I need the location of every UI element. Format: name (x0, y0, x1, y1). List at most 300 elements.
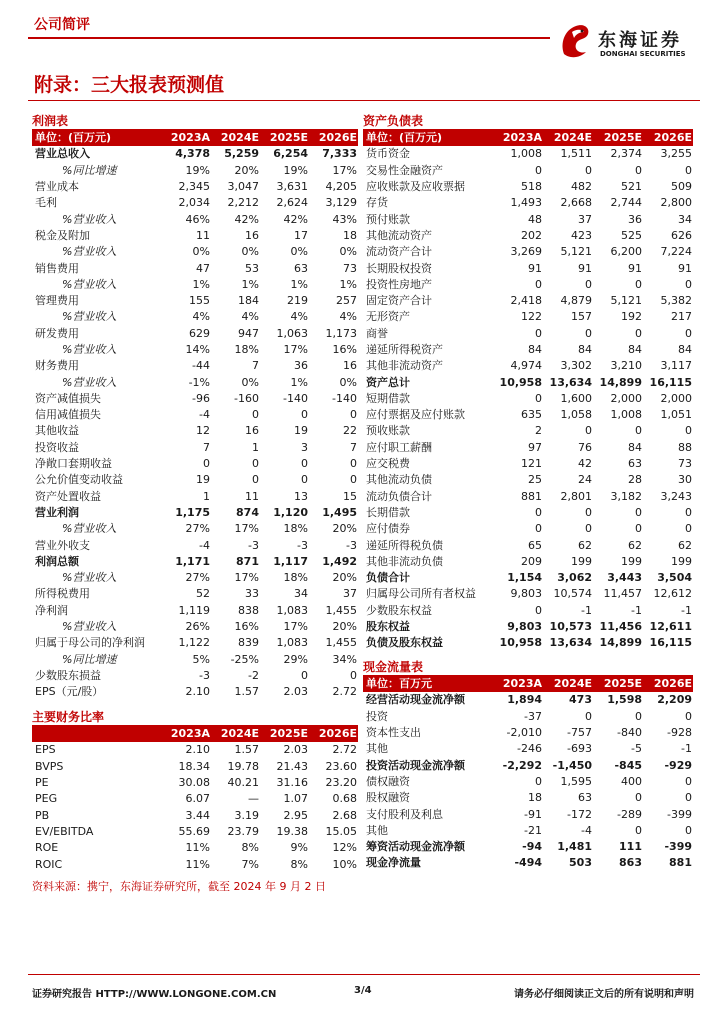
income-row-value: 1.57 (234, 685, 259, 699)
cashflow-row-label: 投资活动现金流净额 (366, 758, 465, 772)
balance-row-value: 16,115 (649, 636, 692, 650)
balance-row-value: 0 (585, 277, 592, 291)
ratios-row-value: 2.03 (283, 743, 308, 757)
balance-row (363, 195, 693, 211)
income-row-value: 47 (196, 261, 210, 275)
ratios-row-value: 11% (185, 841, 210, 855)
income-row-value: 155 (189, 294, 210, 308)
cashflow-row-value: -840 (617, 726, 642, 740)
cashflow-row-label: 筹资活动现金流净额 (366, 840, 465, 854)
ratios-row (32, 759, 358, 775)
balance-row (363, 570, 693, 586)
income-row-value: 17% (283, 343, 308, 356)
income-row-value: 838 (238, 603, 259, 617)
income-row-value: 7,333 (322, 147, 357, 161)
balance-row-value: 28 (628, 473, 642, 487)
ratios-row-value: 21.43 (276, 759, 308, 773)
income-row-value: 0 (301, 457, 308, 471)
balance-row-value: 84 (578, 343, 592, 356)
income-row-value: 20% (332, 620, 357, 634)
balance-row-value: 0 (635, 326, 642, 340)
ratios-table (32, 726, 358, 873)
cashflow-row (363, 692, 693, 708)
balance-row-label: 固定资产合计 (366, 294, 432, 308)
ratios-row (32, 775, 358, 791)
balance-row-value: 199 (571, 554, 592, 568)
balance-row-value: 881 (521, 489, 542, 503)
income-row-value: -3 (199, 668, 210, 682)
ratios-row-label: EV/EBITDA (35, 824, 94, 838)
balance-row (363, 163, 693, 179)
balance-row-value: 84 (678, 343, 692, 356)
income-row-value: 16 (245, 228, 259, 242)
balance-row-label: 存货 (366, 196, 388, 210)
balance-row (363, 358, 693, 374)
balance-row-value: 0 (535, 505, 542, 519)
income-row-label: 归属于母公司的净利润 (35, 636, 145, 650)
cashflow-header-cell: 2023A (493, 676, 543, 692)
cashflow-header-cell: 2026E (643, 676, 693, 692)
income-row-value: 4,205 (325, 180, 357, 194)
ratios-row-value: 18.34 (178, 759, 210, 773)
balance-row-value: 4,879 (560, 294, 592, 308)
cashflow-row-value: -2,292 (502, 758, 542, 772)
income-row (32, 505, 358, 521)
income-row-value: 5,259 (224, 147, 259, 161)
balance-row-value: 14,899 (599, 375, 642, 389)
cashflow-header-cell: 单位：百万元 (363, 676, 493, 692)
cashflow-row (363, 709, 693, 725)
balance-row-value: 3,269 (510, 245, 542, 259)
income-row-value: 2.03 (283, 685, 308, 699)
cashflow-row (363, 855, 693, 871)
income-row-label: 利润总额 (35, 554, 79, 568)
ratios-row-value: 40.21 (227, 776, 259, 790)
income-row-value: 19 (294, 424, 308, 438)
income-row-label: 毛利 (35, 196, 57, 210)
income-row (32, 244, 358, 260)
ratios-row (32, 791, 358, 807)
income-row-value: 0 (252, 473, 259, 487)
income-row-value: 0 (350, 408, 357, 422)
ratios-row-value: — (248, 792, 259, 806)
income-row-value: 34 (294, 587, 308, 601)
income-row-value: 1% (290, 375, 308, 389)
income-row-value: -1% (188, 375, 210, 389)
income-row-value: 27% (185, 522, 210, 536)
income-row-value: 17% (234, 522, 259, 536)
ratios-header-cell: 2024E (211, 726, 260, 742)
income-row-value: 1,173 (325, 326, 357, 340)
cashflow-row-value: 503 (569, 856, 592, 870)
balance-row-value: 209 (521, 554, 542, 568)
income-row-value: 0% (290, 245, 308, 259)
cashflow-row (363, 839, 693, 855)
income-row-value: 29% (283, 652, 308, 666)
income-row-label: %同比增速 (62, 652, 117, 666)
balance-row-value: 10,573 (549, 620, 592, 634)
cashflow-row-value: -2,010 (506, 726, 542, 740)
income-row-value: -160 (234, 391, 259, 405)
balance-row-value: 2,801 (560, 489, 592, 503)
income-row-label: 资产减值损失 (35, 391, 101, 405)
balance-row-value: 16,115 (649, 375, 692, 389)
balance-row-label: 负债合计 (366, 571, 410, 585)
balance-row-value: 0 (535, 163, 542, 177)
balance-row-value: 0 (535, 522, 542, 536)
balance-row-value: 635 (521, 408, 542, 422)
cashflow-row-value: 0 (685, 791, 692, 805)
income-row (32, 684, 358, 700)
income-row-label: 公允价值变动收益 (35, 473, 123, 487)
balance-row-value: 423 (571, 228, 592, 242)
ratios-row-value: 12% (332, 841, 357, 855)
ratios-row-value: 2.68 (332, 808, 357, 822)
ratios-header-cell: 2023A (162, 726, 211, 742)
balance-row-value: 5,121 (560, 245, 592, 259)
balance-row-value: 0 (535, 277, 542, 291)
balance-row (363, 586, 693, 602)
balance-row-label: 少数股东权益 (366, 603, 432, 617)
income-row-value: 73 (343, 261, 357, 275)
balance-row (363, 489, 693, 505)
income-row-label: 净敞口套期收益 (35, 457, 112, 471)
income-row-value: 16% (234, 620, 259, 634)
balance-row-value: 0 (635, 163, 642, 177)
income-row-value: 4% (241, 310, 259, 324)
income-row-value: 36 (294, 359, 308, 373)
cashflow-header-cell: 2024E (543, 676, 593, 692)
income-row (32, 228, 358, 244)
cashflow-row-value: 863 (619, 856, 642, 870)
income-row-value: 16% (332, 343, 357, 356)
income-row-label: 税金及附加 (35, 228, 90, 242)
balance-row-label: 归属母公司所有者权益 (366, 587, 476, 601)
income-row (32, 570, 358, 586)
balance-row-value: 0 (685, 326, 692, 340)
ratios-row (32, 742, 358, 758)
balance-row (363, 537, 693, 553)
balance-sheet-title: 资产负债表 (363, 112, 693, 130)
balance-row-label: 长期借款 (366, 505, 410, 519)
cashflow-row (363, 741, 693, 757)
income-row-value: 17% (283, 620, 308, 634)
balance-row (363, 293, 693, 309)
balance-row-value: 122 (521, 310, 542, 324)
income-statement-title: 利润表 (32, 112, 358, 130)
income-row-value: 1,171 (175, 554, 210, 568)
ratios-header-cell (32, 726, 162, 742)
cashflow-row (363, 774, 693, 790)
balance-row-value: 0 (635, 505, 642, 519)
balance-row-value: 3,117 (660, 359, 692, 373)
income-row-value: -96 (192, 391, 210, 405)
income-row-value: 0 (350, 457, 357, 471)
income-row-value: 0% (241, 375, 259, 389)
title-divider (28, 100, 700, 101)
cashflow-row-value: 2,209 (657, 693, 692, 707)
income-row (32, 554, 358, 570)
balance-header-cell: 2026E (643, 130, 693, 146)
balance-row-value: -1 (681, 603, 692, 617)
cashflow-row-value: 0 (635, 791, 642, 805)
balance-row-value: 91 (528, 261, 542, 275)
income-row-value: 14% (185, 343, 210, 356)
income-row (32, 179, 358, 195)
cashflow-row-value: -91 (524, 807, 542, 821)
income-row-label: %营业收入 (62, 375, 117, 389)
income-row-value: 0 (301, 408, 308, 422)
balance-row (363, 391, 693, 407)
balance-row-value: 192 (621, 310, 642, 324)
ratios-row-label: ROIC (35, 857, 63, 871)
ratios-row (32, 840, 358, 856)
income-row (32, 586, 358, 602)
ratios-row-value: 55.69 (178, 824, 210, 838)
income-row-value: 1,492 (322, 554, 357, 568)
income-row (32, 603, 358, 619)
income-row-value: -44 (192, 359, 210, 373)
balance-row-value: 84 (628, 343, 642, 356)
balance-row-value: 76 (578, 440, 592, 454)
dragon-logo-icon (558, 20, 594, 60)
income-row-value: 2,345 (178, 180, 210, 194)
income-row-label: %营业收入 (62, 343, 117, 356)
balance-row-value: -1 (631, 603, 642, 617)
income-row-value: 0 (301, 473, 308, 487)
ratios-row-value: 31.16 (276, 776, 308, 790)
income-row-value: 1,117 (273, 554, 308, 568)
balance-row-value: 62 (628, 538, 642, 552)
income-row-label: 其他收益 (35, 424, 79, 438)
balance-row-value: 2,000 (660, 391, 692, 405)
balance-row-value: 0 (635, 277, 642, 291)
income-row-label: 财务费用 (35, 359, 79, 373)
income-row-value: 17 (294, 228, 308, 242)
income-row (32, 309, 358, 325)
page-title: 附录：三大报表预测值 (34, 74, 225, 96)
income-row-label: 研发费用 (35, 326, 79, 340)
income-row-value: 17% (234, 571, 259, 585)
income-row-value: -25% (230, 652, 259, 666)
income-row-value: 0 (252, 408, 259, 422)
income-row-value: 3,047 (227, 180, 259, 194)
income-row-value: 33 (245, 587, 259, 601)
income-row-value: 4,378 (175, 147, 210, 161)
income-row-label: 少数股东损益 (35, 668, 101, 682)
income-row (32, 277, 358, 293)
income-row-value: 1,455 (325, 636, 357, 650)
cashflow-header-row (363, 676, 693, 692)
income-row (32, 163, 358, 179)
balance-row (363, 326, 693, 342)
balance-row-value: 3,255 (660, 147, 692, 161)
ratios-row-value: 8% (290, 857, 308, 871)
ratios-row-value: 10% (332, 857, 357, 871)
cashflow-row-label: 经营活动现金流净额 (366, 693, 465, 707)
income-row-value: 4% (290, 310, 308, 324)
income-row-value: 16 (343, 359, 357, 373)
income-row-value: 15 (343, 489, 357, 503)
balance-row-value: 1,051 (660, 408, 692, 422)
cashflow-row-label: 支付股利及利息 (366, 807, 443, 821)
income-row-value: 1% (241, 277, 259, 291)
balance-row-value: 2,374 (610, 147, 642, 161)
balance-row-value: 199 (621, 554, 642, 568)
cashflow-row-value: -37 (524, 709, 542, 723)
income-row (32, 374, 358, 390)
income-row (32, 358, 358, 374)
income-row-value: -3 (248, 538, 259, 552)
balance-row-value: 7,224 (660, 245, 692, 259)
ratios-row-value: 3.19 (234, 808, 259, 822)
cashflow-row-label: 股权融资 (366, 791, 410, 805)
balance-row-value: 65 (528, 538, 542, 552)
balance-row-value: 121 (521, 457, 542, 471)
cashflow-row-value: 473 (569, 693, 592, 707)
cashflow-row-value: 18 (528, 791, 542, 805)
income-row-label: 所得税费用 (35, 587, 90, 601)
income-row-value: 19% (185, 163, 210, 177)
balance-row-value: 5,121 (610, 294, 642, 308)
cashflow-row-value: -928 (667, 726, 692, 740)
income-row-value: 3 (301, 440, 308, 454)
balance-row (363, 211, 693, 227)
income-row-value: 18% (234, 343, 259, 356)
balance-row-label: 交易性金融资产 (366, 163, 443, 177)
cashflow-row-label: 其他 (366, 742, 388, 756)
income-row-value: 219 (287, 294, 308, 308)
income-row-value: 5% (192, 652, 210, 666)
cashflow-row-value: 0 (585, 709, 592, 723)
cashflow-row-value: 1,595 (560, 774, 592, 788)
balance-row-value: 91 (578, 261, 592, 275)
balance-row (363, 456, 693, 472)
balance-row-label: 资产总计 (366, 375, 410, 389)
balance-row-value: 199 (671, 554, 692, 568)
income-row-value: 871 (236, 554, 259, 568)
ratios-row-value: 2.72 (332, 743, 357, 757)
cashflow-row-value: 0 (685, 774, 692, 788)
income-row-value: 2,624 (276, 196, 308, 210)
income-row-label: 营业外收支 (35, 538, 90, 552)
cashflow-row-value: 881 (669, 856, 692, 870)
balance-row-label: 其他非流动负债 (366, 554, 443, 568)
balance-row-value: 91 (628, 261, 642, 275)
balance-row-label: 应付票据及应付账款 (366, 408, 465, 422)
balance-row-value: 1,600 (560, 391, 592, 405)
income-row-label: %同比增速 (62, 163, 117, 177)
balance-row-value: 3,210 (610, 359, 642, 373)
balance-row-label: 应收账款及应收票据 (366, 180, 465, 194)
income-header-cell: 2024E (211, 130, 260, 146)
income-row-value: 42% (283, 212, 308, 226)
ratios-title: 主要财务比率 (32, 708, 358, 726)
balance-row-value: 12,611 (649, 620, 692, 634)
income-row (32, 537, 358, 553)
balance-row-value: 13,634 (549, 636, 592, 650)
balance-row-label: 递延所得税资产 (366, 343, 443, 356)
cashflow-block (363, 658, 693, 872)
income-row-label: %营业收入 (62, 522, 117, 536)
income-row-value: 26% (185, 620, 210, 634)
balance-row-label: 负债及股东权益 (366, 636, 443, 650)
ratios-row (32, 856, 358, 872)
balance-row-label: 投资性房地产 (366, 277, 432, 291)
ratios-row-value: 19.38 (276, 824, 308, 838)
balance-row (363, 179, 693, 195)
balance-row-label: 短期借款 (366, 391, 410, 405)
income-row-value: 43% (332, 212, 357, 226)
income-row-label: 销售费用 (35, 261, 79, 275)
balance-row-value: 3,504 (657, 571, 692, 585)
ratios-row-value: 23.20 (325, 776, 357, 790)
ratios-row-value: 23.79 (227, 824, 259, 838)
income-row-value: 3,631 (276, 180, 308, 194)
balance-row (363, 342, 693, 358)
income-row-label: 净利润 (35, 603, 68, 617)
ratios-row-value: 11% (185, 857, 210, 871)
ratios-row-value: 7% (241, 857, 259, 871)
income-row-value: 37 (343, 587, 357, 601)
income-header-cell: 2026E (309, 130, 358, 146)
cashflow-row-value: 0 (635, 823, 642, 837)
balance-row-value: 84 (628, 440, 642, 454)
income-row-value: 2.10 (185, 685, 210, 699)
ratios-row-value: 1.07 (283, 792, 308, 806)
ratios-row-value: 19.78 (227, 759, 259, 773)
income-row-value: 7 (350, 440, 357, 454)
balance-row-value: 0 (535, 391, 542, 405)
balance-row-label: 流动负债合计 (366, 489, 432, 503)
income-row-value: 2,034 (178, 196, 210, 210)
income-row-label: 资产处置收益 (35, 489, 101, 503)
cashflow-row-value: -5 (631, 742, 642, 756)
ratios-row-label: PE (35, 776, 49, 790)
income-row-label: 营业成本 (35, 180, 79, 194)
income-row-value: 18 (343, 228, 357, 242)
cashflow-table (363, 676, 693, 872)
balance-row-value: 202 (521, 228, 542, 242)
balance-row-value: 62 (678, 538, 692, 552)
balance-row (363, 619, 693, 635)
income-row-value: -3 (346, 538, 357, 552)
balance-row-value: 73 (678, 457, 692, 471)
income-row-value: 1% (290, 277, 308, 291)
balance-row (363, 423, 693, 439)
ratios-row-value: 30.08 (178, 776, 210, 790)
balance-row-label: 应交税费 (366, 457, 410, 471)
income-row-value: 1 (252, 440, 259, 454)
income-row-value: 184 (238, 294, 259, 308)
cashflow-row-value: -289 (617, 807, 642, 821)
balance-row (363, 440, 693, 456)
income-row-value: 0 (350, 668, 357, 682)
balance-row (363, 505, 693, 521)
balance-row-value: 0 (585, 522, 592, 536)
income-row (32, 211, 358, 227)
ratios-row-label: ROE (35, 841, 59, 855)
cashflow-row-value: -1 (681, 742, 692, 756)
cashflow-row-value: -1,450 (552, 758, 592, 772)
income-row (32, 146, 358, 162)
income-row-value: -2 (248, 668, 259, 682)
income-row-value: 6,254 (273, 147, 308, 161)
ratios-header-row (32, 726, 358, 742)
ratios-row-value: 3.44 (185, 808, 210, 822)
balance-row-value: 0 (685, 163, 692, 177)
balance-row-value: 3,302 (560, 359, 592, 373)
